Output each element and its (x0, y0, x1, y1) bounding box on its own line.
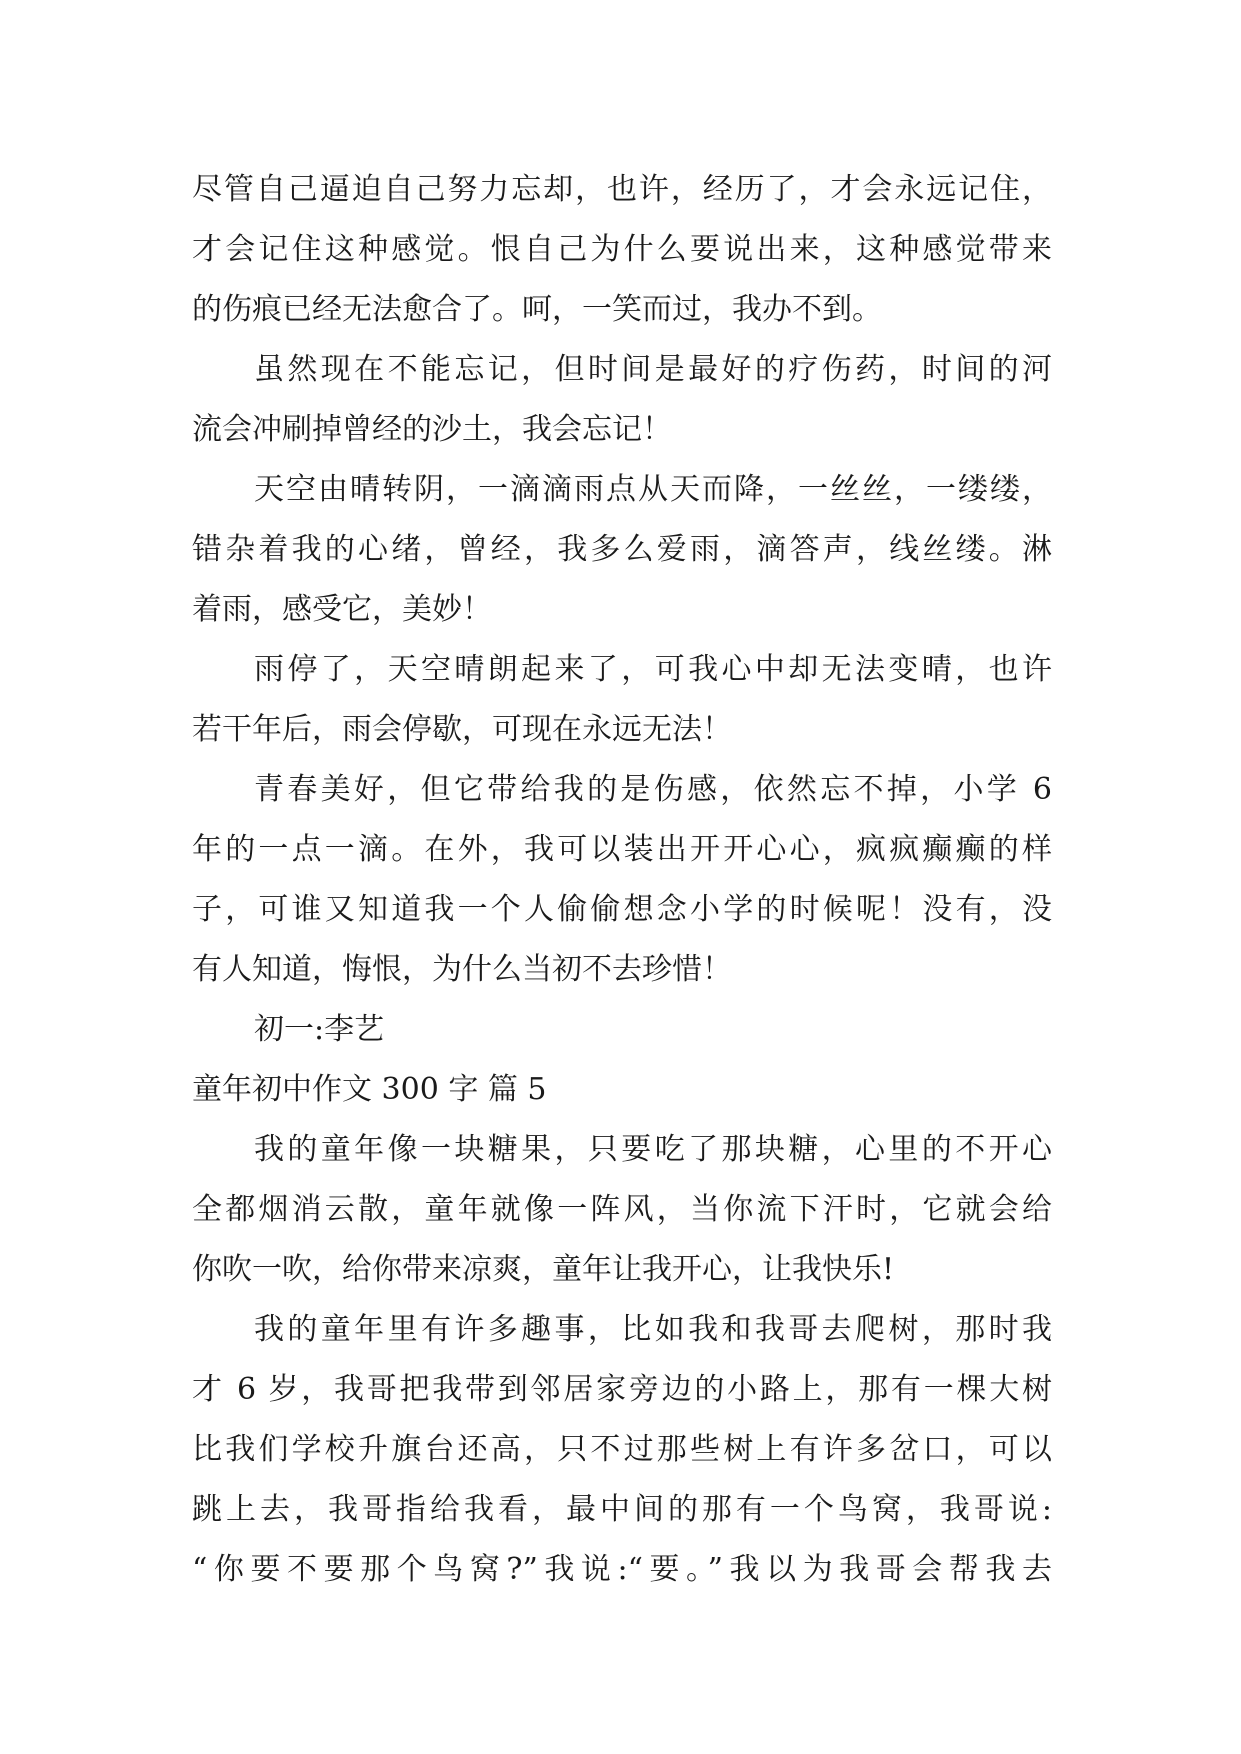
text-line: 才 6 岁，我哥把我带到邻居家旁边的小路上，那有一棵大树 (192, 1372, 1052, 1407)
text-line: 比我们学校升旗台还高，只不过那些树上有许多岔口，可以 (192, 1432, 1052, 1467)
text-line: 全都烟消云散，童年就像一阵风，当你流下汗时，它就会给 (192, 1192, 1052, 1227)
document-page (192, 160, 1052, 1600)
paragraph-start-line: 青春美好，但它带给我的是伤感，依然忘不掉，小学 6 (254, 772, 1052, 807)
section-heading: 童年初中作文 300 字 篇 5 (192, 1072, 547, 1107)
text-line: 年的一点一滴。在外，我可以装出开开心心，疯疯癫癫的样 (192, 832, 1052, 867)
text-line: 若干年后，雨会停歇，可现在永远无法！ (192, 712, 732, 747)
paragraph-start-line: 我的童年像一块糖果，只要吃了那块糖，心里的不开心 (254, 1132, 1052, 1167)
text-line: 着雨，感受它，美妙！ (192, 592, 492, 627)
paragraph-start-line: 虽然现在不能忘记，但时间是最好的疗伤药，时间的河 (254, 352, 1052, 387)
author-line: 初一:李艺 (254, 1012, 385, 1047)
paragraph-start-line: 雨停了，天空晴朗起来了，可我心中却无法变晴，也许 (254, 652, 1052, 687)
text-line: 尽管自己逼迫自己努力忘却，也许，经历了，才会永远记住， (192, 172, 1052, 207)
text-line: 才会记住这种感觉。恨自己为什么要说出来，这种感觉带来 (192, 232, 1052, 267)
paragraph-start-line: 天空由晴转阴，一滴滴雨点从天而降，一丝丝，一缕缕， (254, 472, 1052, 507)
text-line: 有人知道，悔恨，为什么当初不去珍惜！ (192, 952, 732, 987)
text-line: 的伤痕已经无法愈合了。呵，一笑而过，我办不到。 (192, 292, 882, 327)
text-line: 跳上去，我哥指给我看，最中间的那有一个鸟窝，我哥说: (192, 1492, 1052, 1527)
text-line: 子，可谁又知道我一个人偷偷想念小学的时候呢！没有，没 (192, 892, 1052, 927)
paragraph-start-line: 我的童年里有许多趣事，比如我和我哥去爬树，那时我 (254, 1312, 1052, 1347)
text-line: 流会冲刷掉曾经的沙土，我会忘记！ (192, 412, 672, 447)
text-line: “你要不要那个鸟窝?”我说:“要。”我以为我哥会帮我去 (192, 1552, 1052, 1587)
text-line: 错杂着我的心绪，曾经，我多么爱雨，滴答声，线丝缕。淋 (192, 532, 1052, 567)
text-line: 你吹一吹，给你带来凉爽，童年让我开心，让我快乐! (192, 1252, 895, 1287)
